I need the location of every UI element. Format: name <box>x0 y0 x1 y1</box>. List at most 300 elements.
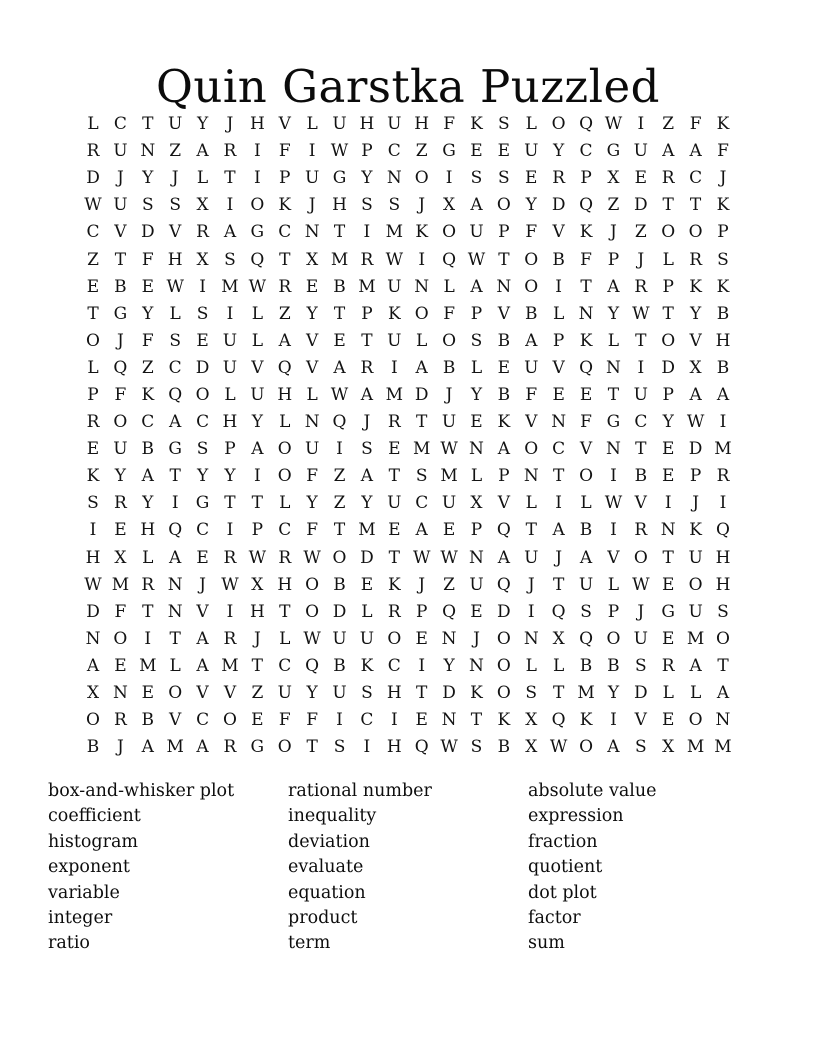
grid-letter: S <box>498 168 510 189</box>
grid-letter: N <box>414 276 430 297</box>
grid-letter: H <box>359 114 375 135</box>
grid-letter: Y <box>361 493 373 514</box>
grid-letter: V <box>634 493 647 514</box>
grid-letter: L <box>306 114 318 135</box>
grid-letter: R <box>387 601 401 622</box>
grid-letter: Q <box>579 357 593 378</box>
grid-letter: O <box>195 384 210 405</box>
grid-letter: N <box>715 710 731 731</box>
grid-letter: Q <box>250 249 265 270</box>
grid-letter: O <box>277 466 292 487</box>
grid-letter: W <box>440 737 458 758</box>
grid-letter: D <box>634 195 648 216</box>
grid-letter: U <box>387 114 402 135</box>
grid-letter: V <box>278 114 291 135</box>
grid-letter: C <box>552 439 566 460</box>
grid-letter: Q <box>305 655 320 676</box>
grid-letter: G <box>606 412 621 433</box>
grid-letter: A <box>607 276 620 297</box>
grid-letter: C <box>168 357 182 378</box>
word-list-item: absolute value <box>528 781 657 801</box>
grid-letter: T <box>87 303 99 324</box>
grid-letter: U <box>113 195 128 216</box>
grid-letter: C <box>196 412 210 433</box>
grid-letter: E <box>114 655 127 676</box>
grid-letter: O <box>606 628 621 649</box>
grid-letter: H <box>277 384 293 405</box>
grid-letter: N <box>441 710 457 731</box>
word-list-column <box>288 779 528 957</box>
grid-letter: I <box>555 276 562 297</box>
grid-letter: O <box>496 655 511 676</box>
grid-letter: P <box>87 384 99 405</box>
grid-letter: L <box>580 493 592 514</box>
grid-letter: I <box>253 141 261 162</box>
grid-letter: I <box>199 276 206 297</box>
grid-letter: N <box>167 574 183 595</box>
grid-letter: U <box>688 547 703 568</box>
grid-letter: F <box>114 384 127 405</box>
grid-letter: U <box>578 574 594 595</box>
grid-letter: O <box>579 737 593 758</box>
grid-letter: E <box>86 439 100 460</box>
grid-letter: I <box>363 222 371 243</box>
grid-letter: E <box>196 330 209 351</box>
grid-letter: L <box>470 466 483 487</box>
word-list <box>48 779 768 957</box>
grid-letter: O <box>688 222 703 243</box>
grid-letter: B <box>579 520 593 541</box>
word-list-item: term <box>288 933 331 954</box>
grid-letter: W <box>248 547 267 568</box>
grid-letter: O <box>86 710 100 731</box>
grid-letter: B <box>497 330 511 351</box>
word-list-item: evaluate <box>288 857 364 878</box>
grid-letter: G <box>168 439 182 460</box>
grid-letter: B <box>497 384 511 405</box>
word-list-item: deviation <box>288 831 370 852</box>
grid-letter: Q <box>496 574 511 595</box>
grid-letter: R <box>141 574 155 595</box>
grid-letter: A <box>196 655 209 676</box>
grid-letter: E <box>662 466 675 487</box>
grid-letter: V <box>305 357 319 378</box>
grid-letter: T <box>333 303 346 324</box>
grid-letter: D <box>86 601 100 622</box>
grid-letter: Q <box>442 249 457 270</box>
grid-letter: J <box>637 249 645 270</box>
grid-letter: W <box>440 439 458 460</box>
grid-letter: U <box>688 601 703 622</box>
grid-letter: D <box>332 601 347 622</box>
grid-letter: L <box>196 168 209 189</box>
grid-letter: A <box>251 439 264 460</box>
grid-letter: T <box>470 710 483 731</box>
grid-letter: U <box>633 141 648 162</box>
grid-letter: D <box>688 439 703 460</box>
grid-letter: T <box>662 303 674 324</box>
grid-letter: I <box>253 168 261 189</box>
grid-letter: T <box>333 520 346 541</box>
grid-letter: Z <box>141 357 154 378</box>
grid-letter: W <box>604 493 623 514</box>
grid-letter: R <box>634 520 648 541</box>
grid-letter: E <box>662 628 675 649</box>
grid-letter: Y <box>196 466 209 487</box>
grid-letter: O <box>496 683 511 704</box>
grid-letter: J <box>418 574 426 595</box>
word-list-item: quotient <box>528 857 603 878</box>
grid-letter: E <box>333 330 346 351</box>
grid-letter: O <box>277 737 292 758</box>
grid-letter: C <box>141 412 155 433</box>
grid-letter: L <box>306 384 318 405</box>
grid-letter: E <box>662 439 675 460</box>
word-list-item: sum <box>528 933 565 954</box>
grid-letter: U <box>168 114 183 135</box>
grid-letter: J <box>199 574 206 595</box>
grid-letter: N <box>551 412 567 433</box>
grid-letter: A <box>497 439 510 460</box>
grid-letter: R <box>223 547 237 568</box>
grid-letter: I <box>144 628 152 649</box>
grid-letter: S <box>333 737 346 758</box>
grid-letter: D <box>442 683 456 704</box>
grid-letter: V <box>169 222 182 243</box>
grid-letter: I <box>610 520 617 541</box>
grid-letter: B <box>442 357 456 378</box>
grid-letter: A <box>333 357 346 378</box>
grid-letter: O <box>332 547 347 568</box>
word-list-item: equation <box>288 882 366 903</box>
grid-letter: E <box>305 276 319 297</box>
word-list-item: inequality <box>288 806 377 827</box>
grid-letter: T <box>580 276 592 297</box>
grid-letter: E <box>415 710 428 731</box>
grid-letter: R <box>86 141 100 162</box>
grid-letter: X <box>689 357 702 378</box>
grid-letter: L <box>689 683 702 704</box>
grid-letter: U <box>441 412 457 433</box>
grid-letter: J <box>555 547 563 568</box>
grid-letter: A <box>141 737 154 758</box>
grid-letter: U <box>250 384 265 405</box>
grid-letter: K <box>689 520 702 541</box>
grid-letter: V <box>607 547 620 568</box>
grid-letter: T <box>552 574 565 595</box>
grid-letter: W <box>330 141 349 162</box>
grid-letter: J <box>637 601 645 622</box>
grid-letter: O <box>442 222 457 243</box>
grid-letter: O <box>113 412 128 433</box>
grid-letter: I <box>253 466 261 487</box>
grid-letter: I <box>226 520 234 541</box>
grid-letter: C <box>387 141 401 162</box>
grid-letter: E <box>442 520 456 541</box>
grid-letter: U <box>633 628 648 649</box>
grid-letter: U <box>359 628 375 649</box>
grid-letter: U <box>524 357 539 378</box>
grid-letter: I <box>637 114 645 135</box>
grid-letter: P <box>415 601 428 622</box>
grid-letter: D <box>140 222 155 243</box>
grid-letter: M <box>111 574 130 595</box>
grid-letter: J <box>445 384 453 405</box>
grid-letter: S <box>470 330 483 351</box>
grid-letter: O <box>524 276 539 297</box>
grid-letter: Q <box>579 195 593 216</box>
grid-letter: E <box>579 384 593 405</box>
grid-letter: A <box>689 141 702 162</box>
grid-letter: P <box>717 222 729 243</box>
grid-letter: F <box>689 114 702 135</box>
grid-letter: E <box>497 141 511 162</box>
grid-letter: Z <box>333 493 346 514</box>
grid-letter: O <box>688 710 703 731</box>
grid-letter: N <box>386 168 402 189</box>
grid-letter: I <box>226 601 234 622</box>
grid-letter: R <box>360 249 374 270</box>
grid-letter: G <box>113 303 128 324</box>
grid-letter: Y <box>361 168 373 189</box>
grid-letter: U <box>441 493 457 514</box>
grid-letter: I <box>171 493 179 514</box>
grid-letter: D <box>634 683 648 704</box>
word-list-item: rational number <box>288 781 432 801</box>
grid-letter: J <box>116 330 124 351</box>
grid-letter: L <box>607 574 620 595</box>
word-list-item: expression <box>528 806 624 827</box>
grid-letter: U <box>524 141 539 162</box>
grid-letter: S <box>498 114 510 135</box>
grid-letter: L <box>443 276 455 297</box>
grid-letter: N <box>605 439 621 460</box>
grid-letter: H <box>277 574 293 595</box>
grid-letter: A <box>141 466 154 487</box>
grid-letter: N <box>112 683 128 704</box>
grid-letter: D <box>414 384 429 405</box>
grid-letter: T <box>416 412 428 433</box>
grid-letter: L <box>525 114 537 135</box>
grid-letter: T <box>635 439 647 460</box>
grid-letter: H <box>249 601 265 622</box>
word-list-item: dot plot <box>528 882 597 903</box>
grid-letter: J <box>692 493 700 514</box>
grid-letter: V <box>251 357 264 378</box>
grid-letter: R <box>223 141 237 162</box>
grid-letter: R <box>223 628 237 649</box>
grid-letter: K <box>387 574 401 595</box>
grid-letter: D <box>195 357 210 378</box>
grid-letter: Y <box>142 493 154 514</box>
grid-letter: U <box>387 330 402 351</box>
grid-letter: O <box>277 439 292 460</box>
grid-letter: F <box>443 114 455 135</box>
grid-letter: Z <box>278 303 291 324</box>
grid-letter: N <box>304 222 320 243</box>
grid-letter: W <box>221 574 239 595</box>
grid-letter: K <box>387 303 401 324</box>
grid-letter: P <box>552 330 565 351</box>
grid-letter: Y <box>224 466 236 487</box>
grid-letter: K <box>716 276 730 297</box>
grid-letter: P <box>662 276 674 297</box>
grid-letter: E <box>360 574 374 595</box>
grid-letter: Y <box>306 303 318 324</box>
grid-letter: L <box>525 493 537 514</box>
grid-letter: L <box>224 384 236 405</box>
grid-letter: L <box>470 357 483 378</box>
grid-letter: A <box>169 412 182 433</box>
grid-letter: B <box>607 655 620 676</box>
grid-letter: T <box>306 737 318 758</box>
grid-letter: E <box>470 412 483 433</box>
grid-letter: J <box>719 168 727 189</box>
word-list-column <box>48 779 288 957</box>
grid-letter: Q <box>168 520 183 541</box>
grid-letter: E <box>470 601 483 622</box>
grid-letter: T <box>525 520 537 541</box>
grid-letter: I <box>336 710 343 731</box>
grid-letter: W <box>549 737 568 758</box>
grid-letter: L <box>416 330 428 351</box>
grid-letter: E <box>552 384 565 405</box>
grid-letter: W <box>440 547 458 568</box>
grid-letter: L <box>251 303 263 324</box>
grid-letter: T <box>114 249 127 270</box>
grid-letter: A <box>497 547 510 568</box>
grid-letter: F <box>525 222 538 243</box>
grid-letter: N <box>523 628 539 649</box>
grid-letter: A <box>223 222 237 243</box>
grid-letter: R <box>689 249 702 270</box>
grid-letter: L <box>169 655 181 676</box>
grid-letter: N <box>469 547 484 568</box>
grid-letter: H <box>715 547 731 568</box>
grid-letter: Z <box>251 683 264 704</box>
grid-letter: J <box>226 114 234 135</box>
word-list-column <box>528 779 768 957</box>
grid-letter: I <box>719 493 727 514</box>
grid-letter: Z <box>169 141 182 162</box>
grid-letter: T <box>607 384 620 405</box>
grid-letter: S <box>415 466 428 487</box>
grid-letter: C <box>634 412 648 433</box>
grid-letter: H <box>332 195 347 216</box>
grid-letter: O <box>168 683 183 704</box>
grid-letter: B <box>333 655 346 676</box>
grid-letter: C <box>196 710 210 731</box>
grid-letter: J <box>116 168 124 189</box>
grid-letter: W <box>632 574 650 595</box>
grid-letter: R <box>223 737 237 758</box>
grid-letter: F <box>443 303 455 324</box>
grid-letter: F <box>525 384 538 405</box>
grid-letter: D <box>86 168 100 189</box>
grid-letter: M <box>385 384 404 405</box>
grid-letter: F <box>141 249 154 270</box>
grid-letter: U <box>332 114 347 135</box>
word-list-item: ratio <box>48 933 90 954</box>
grid-letter: T <box>251 655 264 676</box>
grid-letter: E <box>388 439 401 460</box>
grid-letter: Q <box>277 357 292 378</box>
grid-letter: C <box>113 114 127 135</box>
grid-letter: H <box>386 737 402 758</box>
grid-letter: X <box>525 710 538 731</box>
grid-letter: V <box>305 330 319 351</box>
grid-letter: O <box>661 330 676 351</box>
grid-letter: K <box>579 330 593 351</box>
grid-letter: M <box>686 737 705 758</box>
grid-letter: M <box>714 439 732 460</box>
grid-letter: W <box>248 276 267 297</box>
grid-letter: S <box>196 439 209 460</box>
grid-letter: R <box>360 357 374 378</box>
grid-letter: C <box>689 168 703 189</box>
grid-letter: F <box>278 710 291 731</box>
grid-letter: T <box>224 493 236 514</box>
grid-letter: F <box>580 249 592 270</box>
grid-letter: Z <box>333 466 346 487</box>
grid-letter: R <box>634 276 648 297</box>
grid-letter: G <box>250 222 265 243</box>
grid-letter: R <box>661 655 675 676</box>
grid-letter: S <box>361 195 373 216</box>
grid-letter: A <box>86 655 100 676</box>
grid-letter: X <box>525 737 538 758</box>
grid-letter: U <box>304 439 320 460</box>
grid-letter: S <box>717 601 729 622</box>
grid-letter: V <box>196 683 209 704</box>
grid-letter: S <box>361 683 373 704</box>
grid-letter: A <box>689 655 702 676</box>
grid-letter: T <box>388 466 400 487</box>
grid-letter: V <box>552 222 565 243</box>
word-list-item: integer <box>48 908 113 929</box>
grid-letter: L <box>279 628 291 649</box>
grid-letter: E <box>634 168 648 189</box>
grid-letter: W <box>330 384 349 405</box>
grid-letter: V <box>525 412 538 433</box>
grid-letter: K <box>497 710 511 731</box>
grid-letter: U <box>332 683 347 704</box>
grid-letter: G <box>332 168 347 189</box>
grid-letter: P <box>470 303 483 324</box>
grid-letter: L <box>553 655 565 676</box>
grid-letter: T <box>169 466 181 487</box>
grid-letter: Q <box>332 412 347 433</box>
grid-letter: V <box>497 493 510 514</box>
grid-letter: X <box>607 168 620 189</box>
grid-letter: B <box>716 303 730 324</box>
grid-letter: T <box>361 330 373 351</box>
word-list-item: product <box>288 908 358 929</box>
grid-letter: R <box>278 547 292 568</box>
grid-letter: A <box>196 141 209 162</box>
grid-letter: M <box>358 276 376 297</box>
grid-letter: J <box>308 195 316 216</box>
grid-letter: Y <box>114 466 127 487</box>
grid-letter: S <box>470 737 483 758</box>
grid-letter: P <box>498 222 510 243</box>
grid-letter: Z <box>634 222 647 243</box>
grid-letter: M <box>714 737 732 758</box>
grid-letter: G <box>442 141 456 162</box>
grid-letter: L <box>251 330 263 351</box>
grid-letter: O <box>551 114 566 135</box>
grid-letter: U <box>222 330 238 351</box>
